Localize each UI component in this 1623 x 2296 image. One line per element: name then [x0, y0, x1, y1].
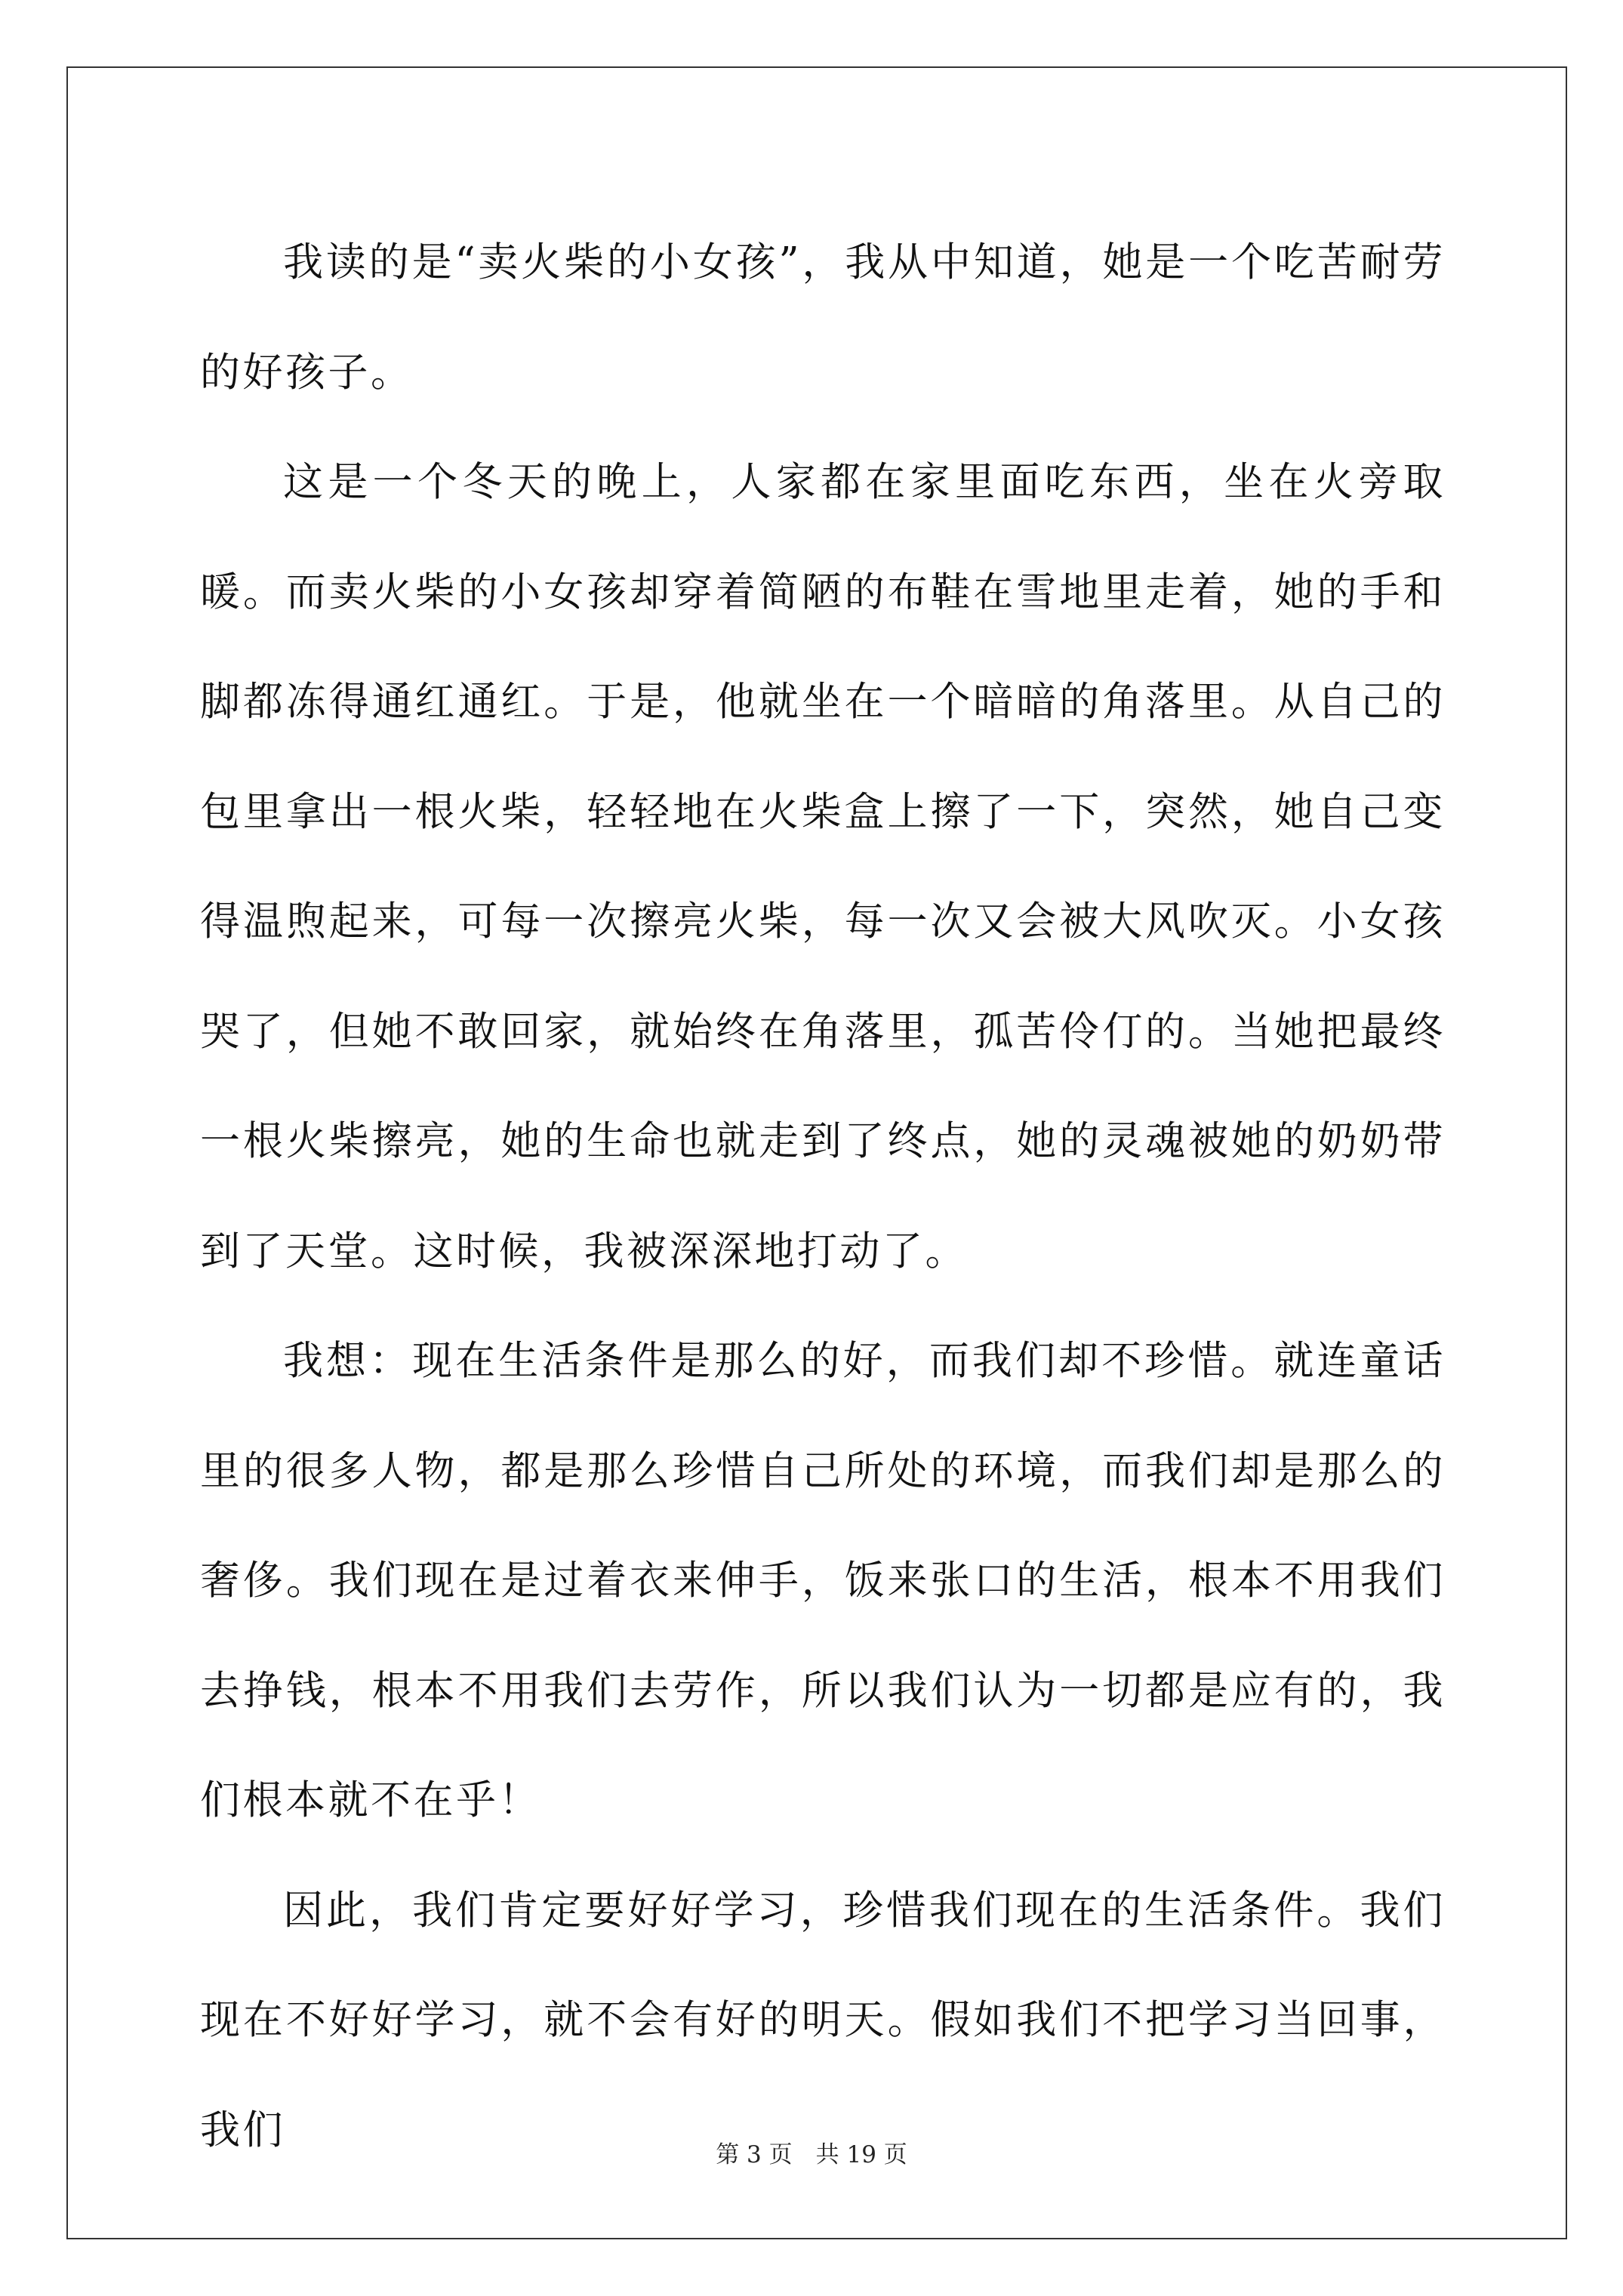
page-number-footer: 第 3 页 共 19 页 [716, 2141, 907, 2168]
paragraph-4: 因此，我们肯定要好好学习，珍惜我们现在的生活条件。我们现在不好好学习，就不会有好的明天。假如我们不把学习当回事，我们 [200, 1887, 1446, 2153]
document-body [200, 208, 1446, 2185]
paragraph-2: 这是一个冬天的晚上，人家都在家里面吃东西，坐在火旁取暖。而卖火柴的小女孩却穿着简陋的布鞋在雪地里走着，她的手和脚都冻得通红通红。于是，他就坐在一个暗暗的角落里。从自己的包里拿出一根火柴，轻轻地在火柴盒上擦了一下，突然，她自己变得温煦起来，可每一次擦亮火柴，每一次又会被大风吹灭。小女孩哭了，但她不敢回家，就始终在角落里，孤苦伶仃的。当她把最终一根火柴擦亮，她的生命也就走到了终点，她的灵魂被她的奶奶带到了天堂。这时候，我被深深地打动了。 [200, 459, 1446, 1274]
paragraph-1: 我读的是“卖火柴的小女孩”，我从中知道，她是一个吃苦耐劳的好孩子。 [200, 239, 1446, 396]
paragraph-3: 我想：现在生活条件是那么的好，而我们却不珍惜。就连童话里的很多人物，都是那么珍惜自己所处的环境，而我们却是那么的奢侈。我们现在是过着衣来伸手，饭来张口的生活，根本不用我们去挣钱，根本不用我们去劳作，所以我们认为一切都是应有的，我们根本就不在乎！ [200, 1338, 1446, 1823]
